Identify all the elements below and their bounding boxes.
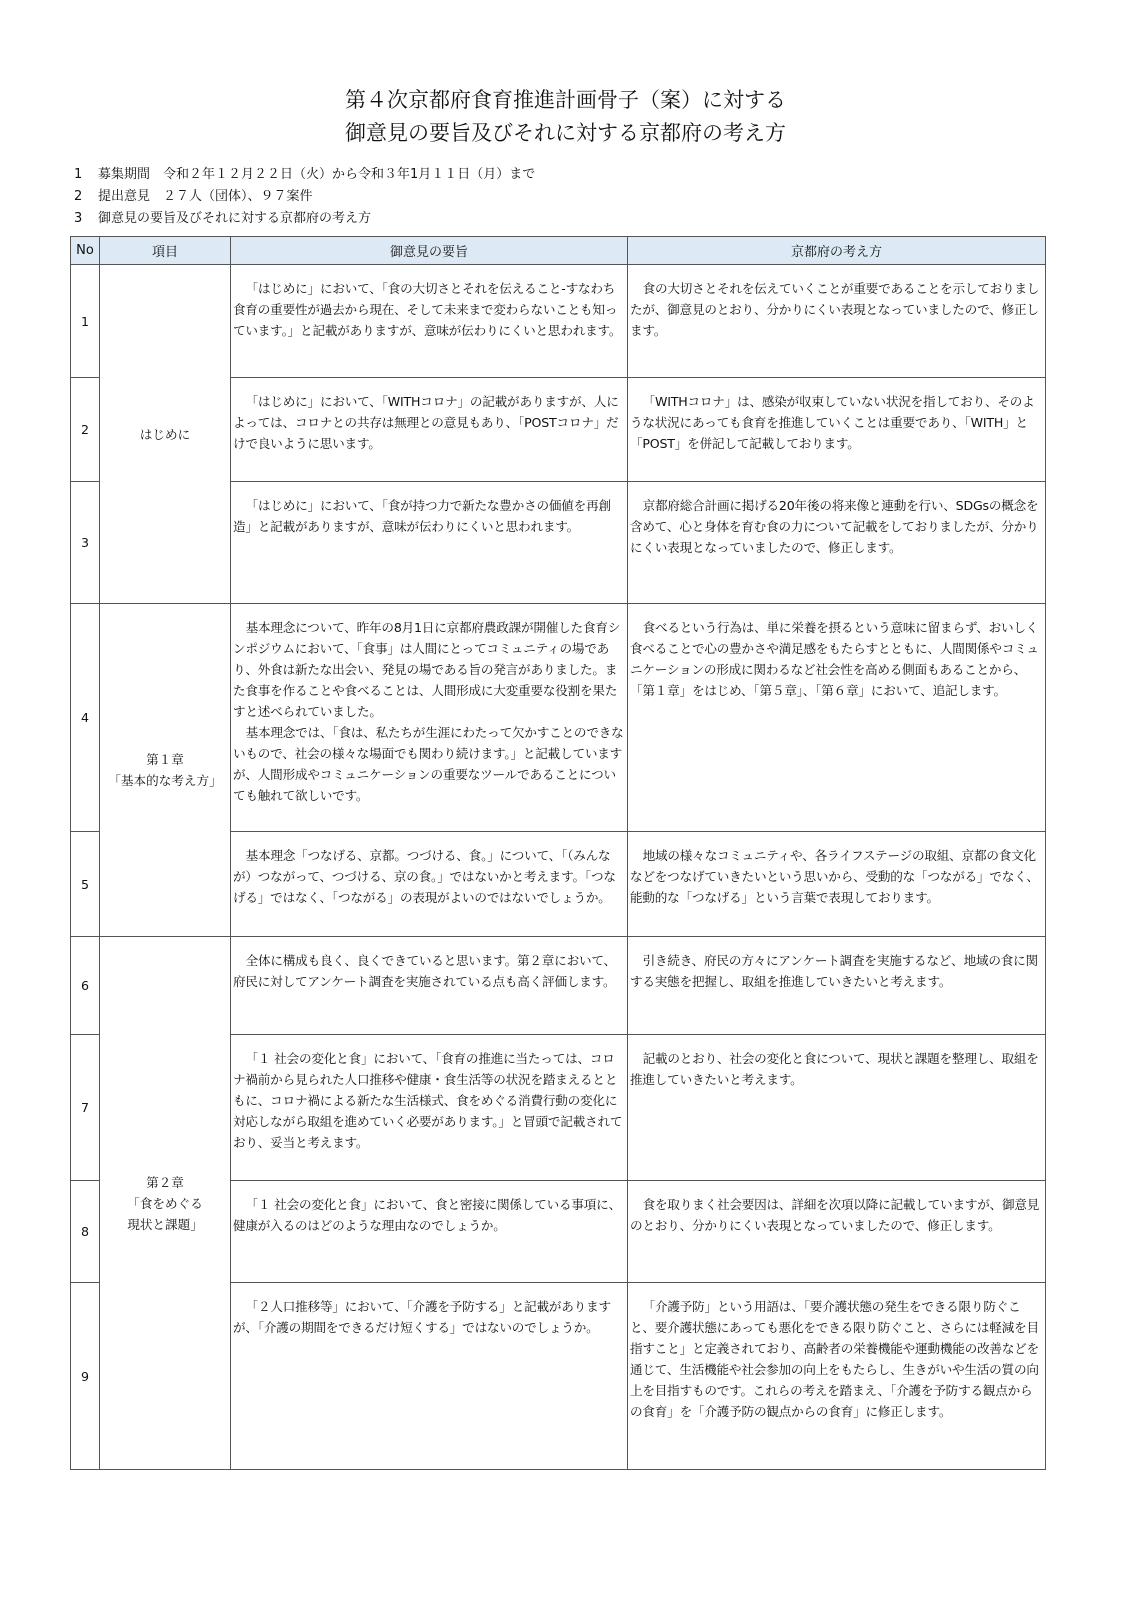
opinion-cell: 基本理念「つなげる、京都。つづける、食。」について、「（みんなが）つながって、つづける、京の食。」ではないかと考えます。「つなげる」ではなく、「つながる」の表現がよいのではないでしょうか。 [231,832,628,937]
document-title-line-2: 御意見の要旨及びそれに対する京都府の考え方 [345,121,786,145]
item-cell: はじめに [100,265,231,604]
opinions-table [70,236,1046,1470]
opinion-cell: 基本理念について、昨年の8月1日に京都府農政課が開催した食育シンポジウムにおいて、「食事」は人間にとってコミュニティの場であり、外食は新たな出会い、発見の場である旨の発言がありました。また食事を作ることや食べることは、人間形成に大変重要な役割を果たすと述べられていました。 基本理念では、「食は、私たちが生涯にわたって欠かすことのできないもので、社会の様々な場面でも関わり続けます。」と記載していますが、人間形成やコミュニケーションの重要なツールであることについても触れて欲しいです。 [231,604,628,832]
meta-recruitment-period: 1 募集期間 令和２年１２月２２日（火）から令和３年1月１１日（月）まで [74,167,536,182]
item-cell: 第２章 「食をめぐる 現状と課題」 [100,937,231,1470]
response-cell: 食べるという行為は、単に栄養を摂るという意味に留まらず、おいしく食べることで心の豊かさや満足感をもたらすとともに、人間関係やコミュニケーションの形成に関わるなど社会性を高める側面もあることから、「第１章」をはじめ、「第５章」、「第６章」において、追記します。 [628,604,1046,832]
meta-section-heading: 3 御意見の要旨及びそれに対する京都府の考え方 [74,211,372,226]
response-cell: 引き続き、府民の方々にアンケート調査を実施するなど、地域の食に関する実態を把握し、取組を推進していきたいと考えます。 [628,937,1046,1035]
table-row [71,937,1046,1035]
item-cell: 第１章 「基本的な考え方」 [100,604,231,937]
row-number: 1 [71,265,100,378]
row-number: 5 [71,832,100,937]
row-number: 6 [71,937,100,1035]
opinion-cell: 「２人口推移等」において、「介護を予防する」と記載がありますが、「介護の期間をできるだけ短くする」ではないのでしょうか。 [231,1283,628,1470]
row-number: 9 [71,1283,100,1470]
header-response: 京都府の考え方 [628,237,1046,265]
table-row [71,265,1046,378]
opinion-cell: 「はじめに」において、「食の大切さとそれを伝えること-すなわち食育の重要性が過去から現在、そして未来まで変わらないことも知っています。」と記載がありますが、意味が伝わりにくいと思われます。 [231,265,628,378]
row-number: 7 [71,1035,100,1181]
response-cell: 記載のとおり、社会の変化と食について、現状と課題を整理し、取組を推進していきたいと考えます。 [628,1035,1046,1181]
opinion-cell: 「１ 社会の変化と食」において、食と密接に関係している事項に、健康が入るのはどのような理由なのでしょうか。 [231,1181,628,1283]
response-cell: 京都府総合計画に掲げる20年後の将来像と連動を行い、SDGsの概念を含めて、心と身体を育む食の力について記載をしておりましたが、分かりにくい表現となっていましたので、修正します。 [628,482,1046,604]
opinion-cell: 全体に構成も良く、良くできていると思います。第２章において、府民に対してアンケート調査を実施されている点も高く評価します。 [231,937,628,1035]
document-title-line-1: 第４次京都府食育推進計画骨子（案）に対する [345,88,786,112]
row-number: 2 [71,378,100,482]
opinion-cell: 「はじめに」において、「食が持つ力で新たな豊かさの価値を再創造」と記載がありますが、意味が伝わりにくいと思われます。 [231,482,628,604]
opinion-cell: 「１ 社会の変化と食」において、「食育の推進に当たっては、コロナ禍前から見られた人口推移や健康・食生活等の状況を踏まえるとともに、コロナ禍による新たな生活様式、食をめぐる消費行動の変化に対応しながら取組を進めていく必要があります。」と冒頭で記載されており、妥当と考えます。 [231,1035,628,1181]
table-row [71,604,1046,832]
response-cell: 食の大切さとそれを伝えていくことが重要であることを示しておりましたが、御意見のとおり、分かりにくい表現となっていましたので、修正します。 [628,265,1046,378]
response-cell: 食を取りまく社会要因は、詳細を次項以降に記載していますが、御意見のとおり、分かりにくい表現となっていましたので、修正します。 [628,1181,1046,1283]
opinion-cell: 「はじめに」において、「WITHコロナ」の記載がありますが、人によっては、コロナとの共存は無理との意見もあり、「POSTコロナ」だけで良いように思います。 [231,378,628,482]
meta-submitted-opinions: 2 提出意見 ２７人（団体）、９７案件 [74,189,313,204]
response-cell: 地域の様々なコミュニティや、各ライフステージの取組、京都の食文化などをつなげていきたいという思いから、受動的な「つながる」でなく、能動的な「つなげる」という言葉で表現しております。 [628,832,1046,937]
row-number: 8 [71,1181,100,1283]
row-number: 4 [71,604,100,832]
header-item: 項目 [100,237,231,265]
response-cell: 「WITHコロナ」は、感染が収束していない状況を指しており、そのような状況にあっても食育を推進していくことは重要であり、「WITH」と「POST」を併記して記載しております。 [628,378,1046,482]
response-cell: 「介護予防」という用語は、「要介護状態の発生をできる限り防ぐこと、要介護状態にあっても悪化をできる限り防ぐこと、さらには軽減を目指すこと」と定義されており、高齢者の栄養機能や運動機能の改善などを通じて、生活機能や社会参加の向上をもたらし、生きがいや生活の質の向上を目指すものです。これらの考えを踏まえ、「介護を予防する観点からの食育」を「介護予防の観点からの食育」に修正します。 [628,1283,1046,1470]
row-number: 3 [71,482,100,604]
header-no: No [71,237,100,265]
table-header-row [71,237,1046,265]
header-opinion: 御意見の要旨 [231,237,628,265]
